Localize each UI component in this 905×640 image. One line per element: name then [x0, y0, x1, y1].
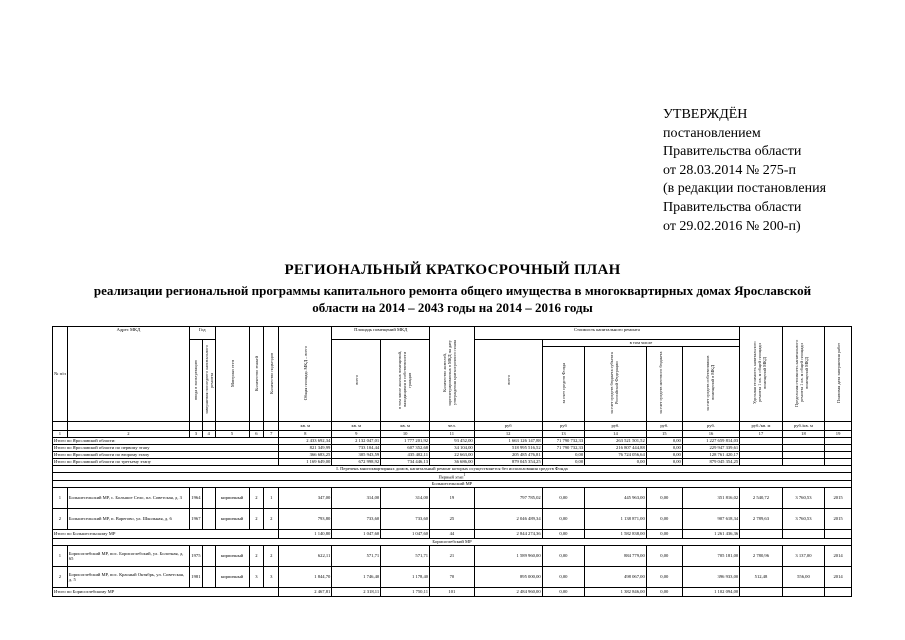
summary-fund: 0,00 [542, 452, 584, 459]
row-cost: 2 046 489,34 [474, 508, 542, 529]
row-year-built: 1975 [190, 545, 203, 566]
district-residents: 101 [430, 587, 475, 596]
summary-local: 0,00 [646, 438, 682, 445]
summary-row [53, 438, 852, 445]
col-header-cost-group: Стоимость капитального ремонта [474, 327, 740, 340]
summary-area: 672 998,92 [332, 459, 381, 466]
col-header-year-repair: завершения последнего капитального ремонта [202, 340, 215, 422]
row-year-repair [202, 508, 215, 529]
col-header-incl: в том числе [542, 340, 740, 347]
row-year-repair [202, 487, 215, 508]
col-number: 5 [215, 431, 249, 438]
col-number: 7 [264, 431, 279, 438]
col-number: 4 [202, 431, 215, 438]
district-heading: Большесельский МР [53, 480, 852, 487]
row-area: 571,71 [332, 545, 381, 566]
row-residents: 25 [430, 508, 475, 529]
row-entrances: 3 [264, 566, 279, 587]
document-title: РЕГИОНАЛЬНЫЙ КРАТКОСРОЧНЫЙ ПЛАН [284, 262, 621, 278]
row-floors: 2 [249, 545, 264, 566]
row-total-area: 622,11 [279, 545, 332, 566]
row-max-cost: 3 760,53 [782, 487, 824, 508]
row-local: 0,00 [646, 487, 682, 508]
col-number: 17 [740, 431, 782, 438]
summary-local: 0,00 [646, 452, 682, 459]
plan-table [52, 326, 852, 597]
table-row [53, 545, 852, 566]
summary-residents: 22 663,00 [430, 452, 475, 459]
summary-label: Итого по Ярославской области по второму этапу [53, 452, 279, 459]
district-area: 1 047,60 [332, 529, 381, 538]
summary-owners: 229 947 339,61 [682, 445, 739, 452]
row-address: Большесельский МР, с. Большое Село, пл. Советская, д. 3 [67, 487, 189, 508]
col-header-residents: Количество жителей, зарегистрированных в МКД на дату утверждения краткосрочного плана [430, 327, 475, 422]
document-subtitle-line2: области на 2014 – 2043 годы на 2014 – 2016 годы [312, 300, 593, 315]
row-owners: 705 181,00 [682, 545, 739, 566]
summary-area: 305 943,59 [332, 452, 381, 459]
row-fund: 0,00 [542, 566, 584, 587]
district-subject: 1 382 846,00 [585, 587, 647, 596]
row-entrances: 2 [264, 508, 279, 529]
col-number: 6 [249, 431, 264, 438]
row-number: 1 [53, 545, 68, 566]
row-unit-cost: 2 789,63 [740, 508, 782, 529]
district-total-row [53, 587, 852, 596]
row-residents: 21 [430, 545, 475, 566]
stage-heading: Первый этап$^1$ [53, 473, 852, 481]
summary-cost: 205 485 476,81 [474, 452, 542, 459]
unit-cell: руб. [646, 422, 682, 431]
district-private-area: 1 750,11 [381, 587, 430, 596]
col-header-subject: за счет средств бюджета субъекта Российской Федерации [585, 347, 647, 422]
row-residents: 19 [430, 487, 475, 508]
col-header-max-cost: Предельная стоимость капитального ремонта 1 кв. м общей площади помещений МКД [782, 327, 824, 422]
unit-cell: руб. [682, 422, 739, 431]
row-address: Большесельский МР, п. Варегово, ул. Школьная, д. 6 [67, 508, 189, 529]
col-number: 12 [474, 431, 542, 438]
table-row [53, 566, 852, 587]
district-total-area: 2 467,81 [279, 587, 332, 596]
col-header-cost-all: всего [474, 340, 542, 422]
summary-total-area: 2 433 692,34 [279, 438, 332, 445]
district-heading: Борисоглебский МР [53, 538, 852, 545]
col-number: 10 [381, 431, 430, 438]
column-numbers-row [53, 431, 852, 438]
row-floors: 2 [249, 487, 264, 508]
summary-owners: 128 761 420,17 [682, 452, 739, 459]
row-area: 733,60 [332, 508, 381, 529]
summary-local: 0,00 [646, 459, 682, 466]
row-cost: 797 785,02 [474, 487, 542, 508]
district-total-label: Итого по Борисоглебскому МР [53, 587, 279, 596]
col-number: 16 [682, 431, 739, 438]
row-plan-date: 2015 [825, 508, 852, 529]
row-year-built: 1967 [190, 508, 203, 529]
row-year-repair [202, 545, 215, 566]
col-number: 3 [190, 431, 203, 438]
approval-block [663, 106, 893, 236]
summary-cost: 879 045 354,25 [474, 459, 542, 466]
district-residents: 44 [430, 529, 475, 538]
row-wall: кирпичный [215, 487, 249, 508]
row-subject: 884 779,00 [585, 545, 647, 566]
row-private-area: 571,71 [381, 545, 430, 566]
district-local: 0,00 [646, 587, 682, 596]
district-owners: 1 102 094,00 [682, 587, 739, 596]
row-year-repair [202, 566, 215, 587]
col-header-owners: за счет средств собственников помещений в МКД [682, 347, 739, 422]
approval-line: постановлением [663, 125, 761, 141]
row-max-cost: 3 137,00 [782, 545, 824, 566]
row-unit-cost: 2 780,96 [740, 545, 782, 566]
district-cost: 2 484 960,00 [474, 587, 542, 596]
row-owners: 396 933,00 [682, 566, 739, 587]
approval-line: от 28.03.2014 № 275-п [663, 162, 796, 178]
summary-row [53, 459, 852, 466]
row-fund: 0,00 [542, 487, 584, 508]
row-wall: кирпичный [215, 566, 249, 587]
col-number: 19 [825, 431, 852, 438]
unit-cell: руб [542, 422, 584, 431]
summary-private-area: 435 402,11 [381, 452, 430, 459]
row-private-area: 733,60 [381, 508, 430, 529]
row-cost: 1 589 960,00 [474, 545, 542, 566]
col-number: 18 [782, 431, 824, 438]
col-header-plan-date: Плановая дата завершения работ [825, 327, 852, 422]
row-subject: 445 963,00 [585, 487, 647, 508]
summary-private-area: 734 446,13 [381, 459, 430, 466]
summary-total-area: 366 683,25 [279, 452, 332, 459]
summary-row [53, 445, 852, 452]
row-max-cost: 556,00 [782, 566, 824, 587]
approval-line: от 29.02.2016 № 200-п) [663, 218, 801, 234]
row-local: 0,00 [646, 545, 682, 566]
row-number: 2 [53, 508, 68, 529]
row-local: 0,00 [646, 566, 682, 587]
col-number: 2 [67, 431, 189, 438]
approval-line: УТВЕРЖДЁН [663, 107, 748, 122]
unit-cell: кв. м [279, 422, 332, 431]
stage-footnote-mark: 1 [463, 473, 466, 477]
summary-fund: 71 790 732,33 [542, 438, 584, 445]
summary-fund: 0,00 [542, 459, 584, 466]
col-header-unit-cost: Удельная стоимость капитального ремонта 1 кв. м общей площади помещений МКД [740, 327, 782, 422]
summary-local: 0,00 [646, 445, 682, 452]
summary-subject: 263 521 501,52 [585, 438, 647, 445]
col-number: 1 [53, 431, 68, 438]
col-number: 14 [585, 431, 647, 438]
district-local: 0,00 [646, 529, 682, 538]
row-fund: 0,00 [542, 545, 584, 566]
row-number: 1 [53, 487, 68, 508]
row-area: 1 746,40 [332, 566, 381, 587]
col-header-num: № п/п [53, 327, 68, 422]
col-header-address: Адрес МКД [67, 327, 189, 422]
summary-total-area: 1 169 649,00 [279, 459, 332, 466]
summary-subject: 76 724 056,64 [585, 452, 647, 459]
row-residents: 70 [430, 566, 475, 587]
row-fund: 0,00 [542, 508, 584, 529]
summary-cost: 518 995 516,52 [474, 445, 542, 452]
col-header-year: Год [190, 327, 216, 340]
summary-label: Итого по Ярославской области: [53, 438, 279, 445]
col-number: 13 [542, 431, 584, 438]
table-row [53, 487, 852, 508]
unit-cell: руб. [585, 422, 647, 431]
summary-residents: 34 104,00 [430, 445, 475, 452]
summary-area: 733 104,44 [332, 445, 381, 452]
row-floors: 2 [249, 508, 264, 529]
district-total-row [53, 529, 852, 538]
row-unit-cost: 2 540,72 [740, 487, 782, 508]
col-header-total-area: Общая площадь МКД – всего [279, 327, 332, 422]
row-entrances: 1 [264, 487, 279, 508]
col-header-wall: Материал стен [215, 327, 249, 422]
row-number: 2 [53, 566, 68, 587]
district-cost: 2 844 274,36 [474, 529, 542, 538]
row-area: 314,00 [332, 487, 381, 508]
section-heading: I. Перечень многоквартирных домов, капитальный ремонт которых осуществляется без использования средств Фонда [53, 466, 852, 473]
summary-residents: 36 686,00 [430, 459, 475, 466]
summary-owners: 879 045 354,25 [682, 459, 739, 466]
col-number: 8 [279, 431, 332, 438]
row-private-area: 1 178,40 [381, 566, 430, 587]
unit-cell: кв. м [332, 422, 381, 431]
unit-cell: руб./кв. м [740, 422, 782, 431]
district-total-area: 1 140,80 [279, 529, 332, 538]
approval-line: Правительства области [663, 144, 802, 160]
summary-residents: 93 452,00 [430, 438, 475, 445]
unit-cell: руб./кв. м [782, 422, 824, 431]
row-cost: 895 000,00 [474, 566, 542, 587]
row-plan-date: 2015 [825, 487, 852, 508]
row-subject: 498 067,00 [585, 566, 647, 587]
table-row [53, 508, 852, 529]
summary-subject: 216 807 444,88 [585, 445, 647, 452]
unit-cell: кв. м [381, 422, 430, 431]
document-subtitle-line1: реализации региональной программы капитального ремонта общего имущества в многоквартирных домах Ярославской [93, 283, 812, 298]
summary-private-area: 607 352,68 [381, 445, 430, 452]
row-plan-date: 2014 [825, 545, 852, 566]
unit-cell: чел. [430, 422, 475, 431]
col-header-local: за счет средств местного бюджета [646, 347, 682, 422]
col-header-area-private: в том числе жилых помещений, находящихся в собственности граждан [381, 340, 430, 422]
summary-label: Итого по Ярославской области по третьему этапу [53, 459, 279, 466]
row-total-area: 793,80 [279, 508, 332, 529]
district-area: 2 318,11 [332, 587, 381, 596]
row-wall: кирпичный [215, 545, 249, 566]
district-owners: 1 261 436,36 [682, 529, 739, 538]
district-subject: 1 582 838,00 [585, 529, 647, 538]
col-header-year-built: ввода в эксплуатацию [190, 340, 203, 422]
summary-fund: 71 790 732,33 [542, 445, 584, 452]
summary-total-area: 821 349,99 [279, 445, 332, 452]
row-year-built: 1964 [190, 487, 203, 508]
unit-cell: руб [474, 422, 542, 431]
district-total-label: Итого по Большесельскому МР [53, 529, 279, 538]
col-header-fund: за счет средств Фонда [542, 347, 584, 422]
district-fund: 0,00 [542, 587, 584, 596]
district-fund: 0,00 [542, 529, 584, 538]
row-private-area: 314,00 [381, 487, 430, 508]
row-total-area: 347,00 [279, 487, 332, 508]
row-address: Борисоглебский МР, пос. Борисоглебский, ул. Болотная, д. 65 [67, 545, 189, 566]
col-header-floors: Количество этажей [249, 327, 264, 422]
summary-owners: 1 227 659 814,03 [682, 438, 739, 445]
row-wall: кирпичный [215, 508, 249, 529]
col-number: 9 [332, 431, 381, 438]
row-max-cost: 3 760,53 [782, 508, 824, 529]
summary-label: Итого по Ярославской области по первому этапу [53, 445, 279, 452]
col-header-area-group: Площадь помещений МКД [332, 327, 430, 340]
approval-line: (в редакции постановления [663, 181, 827, 197]
summary-subject: 0,00 [585, 459, 647, 466]
row-unit-cost: 512,48 [740, 566, 782, 587]
row-subject: 1 138 871,00 [585, 508, 647, 529]
col-number: 15 [646, 431, 682, 438]
row-owners: 351 816,02 [682, 487, 739, 508]
summary-cost: 1 663 126 147,88 [474, 438, 542, 445]
row-address: Борисоглебский МР, пос. Красный Октябрь, ул. Советская, д. 5 [67, 566, 189, 587]
approval-line: Правительства области [663, 199, 802, 215]
row-owners: 907 618,34 [682, 508, 739, 529]
row-total-area: 1 844,70 [279, 566, 332, 587]
summary-private-area: 1 777 201,92 [381, 438, 430, 445]
col-header-entrances: Количество подъездов [264, 327, 279, 422]
units-row [53, 422, 852, 431]
row-plan-date: 2014 [825, 566, 852, 587]
col-header-area-all: всего [332, 340, 381, 422]
row-floors: 3 [249, 566, 264, 587]
row-entrances: 2 [264, 545, 279, 566]
col-number: 11 [430, 431, 475, 438]
row-local: 0,00 [646, 508, 682, 529]
summary-area: 2 132 047,01 [332, 438, 381, 445]
summary-row [53, 452, 852, 459]
district-private-area: 1 047,60 [381, 529, 430, 538]
row-year-built: 1981 [190, 566, 203, 587]
